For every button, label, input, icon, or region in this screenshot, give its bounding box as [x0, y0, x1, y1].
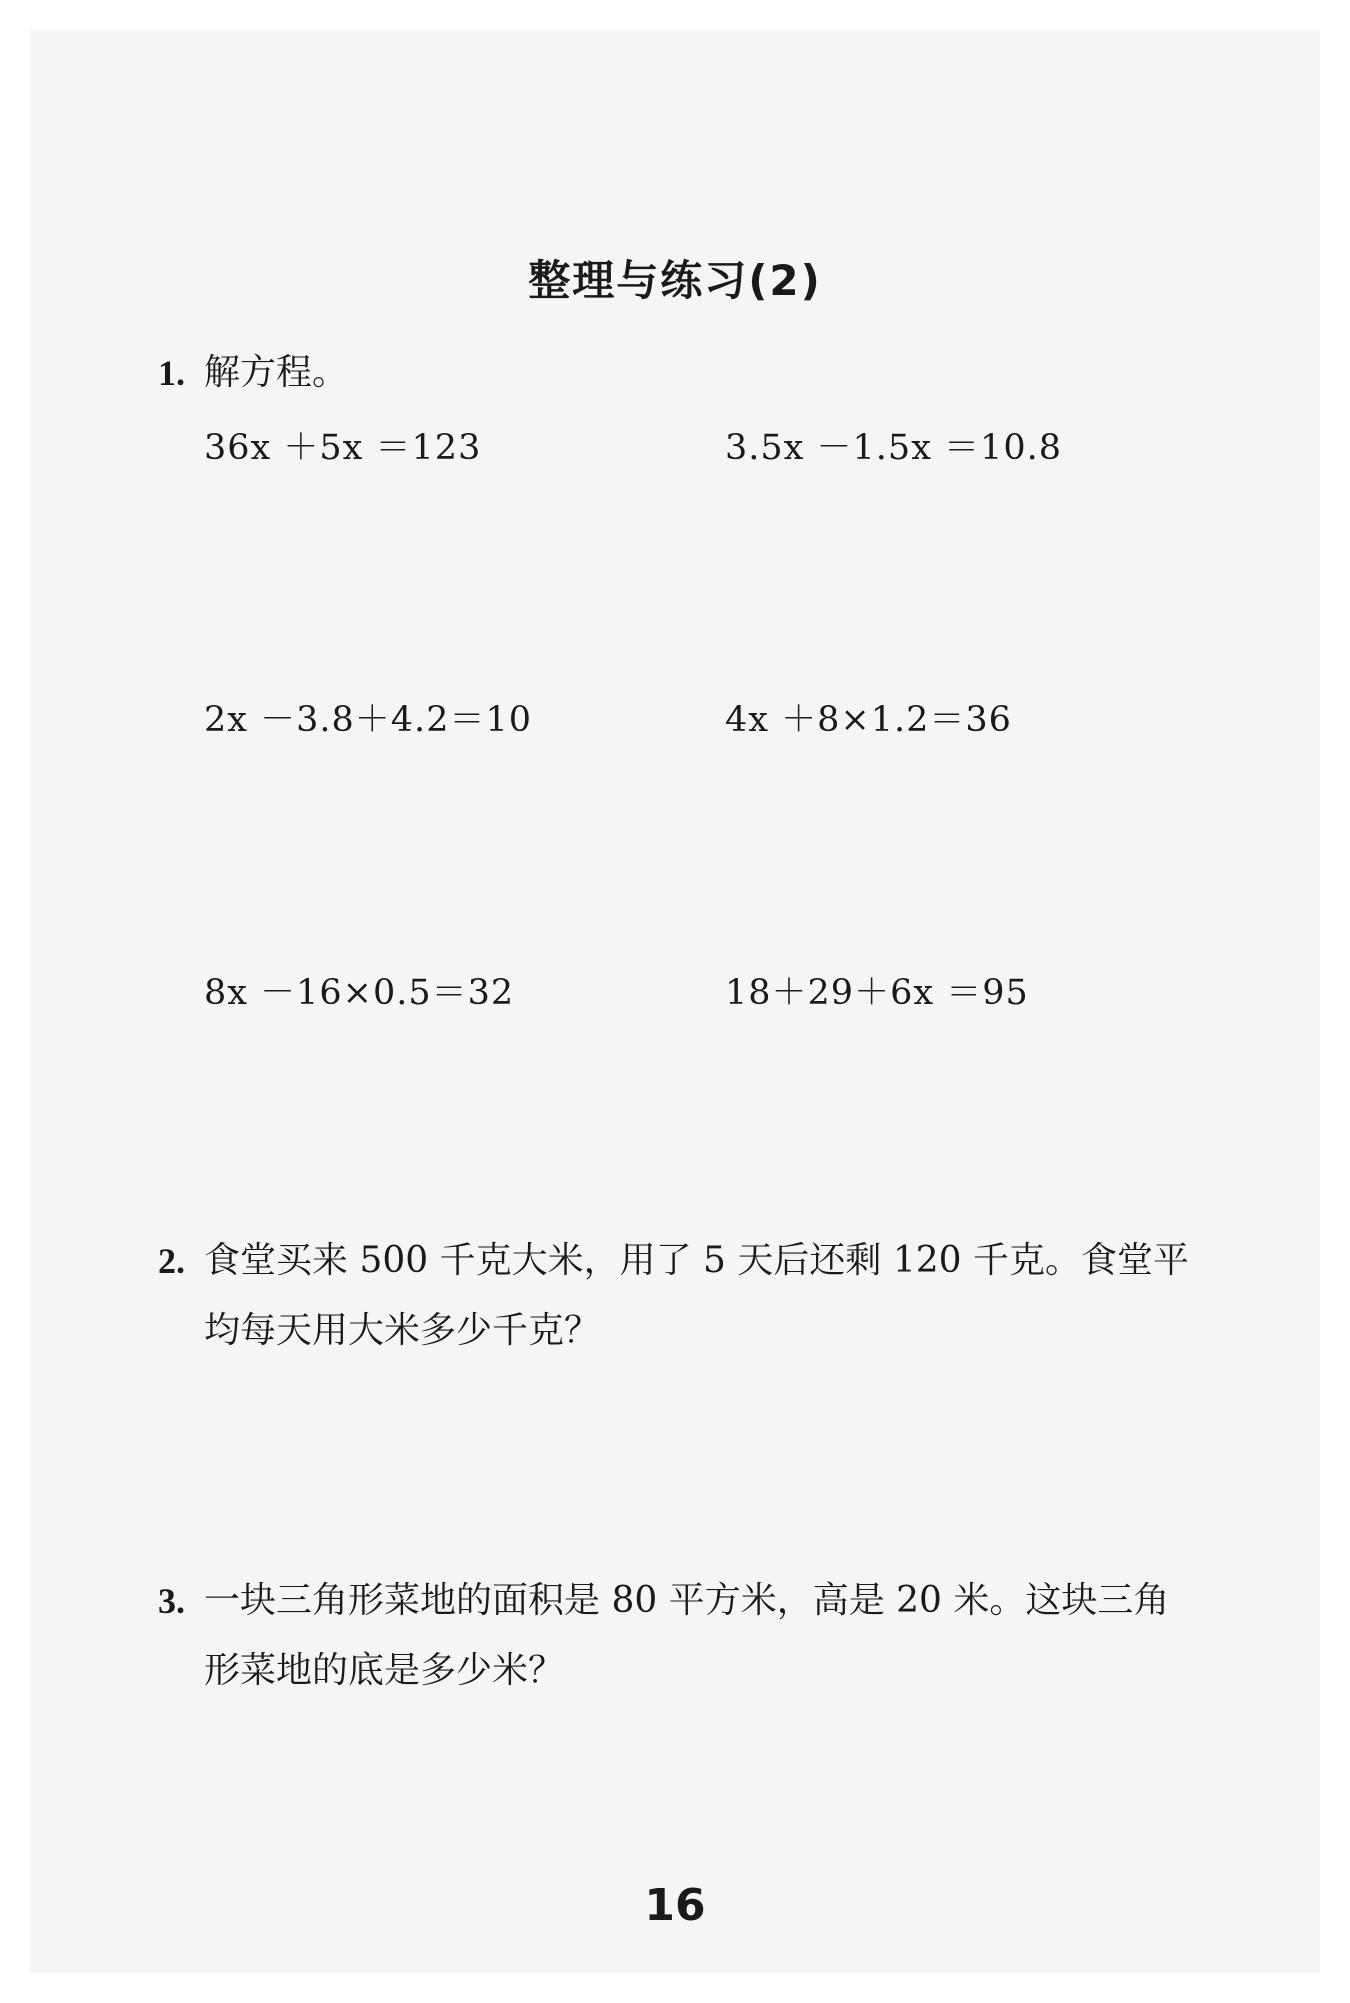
equation-2: 3.5x －1.5x ＝10.8	[725, 428, 1062, 468]
question-3-line-2: 形菜地的底是多少米？	[204, 1650, 565, 1691]
equation-4: 4x ＋8×1.2＝36	[725, 700, 1012, 740]
page-title: 整理与练习(2)	[528, 256, 822, 305]
equation-1: 36x ＋5x ＝123	[204, 428, 482, 468]
question-1-number: 1.	[158, 353, 185, 393]
question-1-prompt: 解方程。	[204, 352, 349, 393]
equation-5: 8x －16×0.5＝32	[204, 973, 515, 1013]
equation-3: 2x －3.8＋4.2＝10	[204, 700, 532, 740]
question-3-line-1: 一块三角形菜地的面积是 80 平方米，高是 20 米。这块三角	[204, 1580, 1170, 1621]
question-2-line-1: 食堂买来 500 千克大米，用了 5 天后还剩 120 千克。食堂平	[204, 1240, 1189, 1281]
question-2-line-2: 均每天用大米多少千克？	[204, 1310, 601, 1351]
page-number: 16	[644, 1880, 706, 1931]
question-3-number: 3.	[158, 1581, 185, 1621]
equation-6: 18＋29＋6x ＝95	[725, 973, 1029, 1013]
question-2-number: 2.	[158, 1241, 185, 1281]
